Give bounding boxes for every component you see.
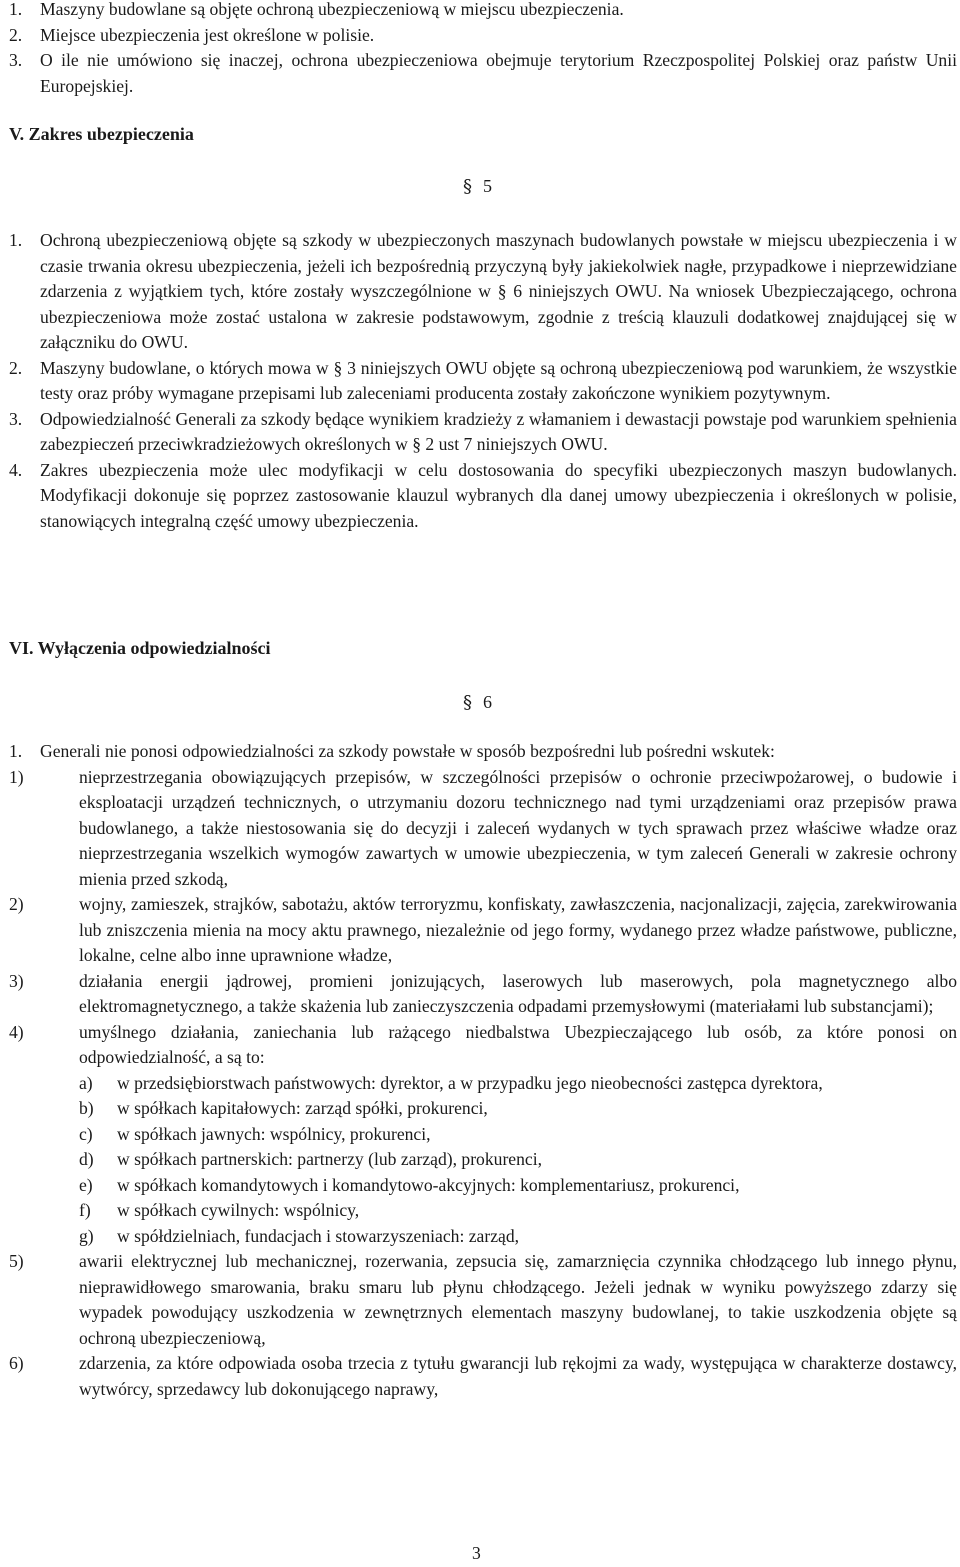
exclusion-item xyxy=(9,892,957,969)
list-item xyxy=(9,0,957,23)
item-text: w spółkach jawnych: wspólnicy, prokurenci, xyxy=(117,1123,431,1144)
person-subitem xyxy=(79,1122,957,1148)
section-v-heading: V. Zakres ubezpieczenia xyxy=(9,124,194,144)
section-v-list xyxy=(9,228,957,534)
item-text: Maszyny budowlane są objęte ochroną ubezpieczeniową w miejscu ubezpieczenia. xyxy=(40,0,624,19)
item-number: 2. xyxy=(9,357,23,378)
item-number: 1) xyxy=(9,766,24,787)
person-subitem xyxy=(79,1147,957,1173)
list-item xyxy=(9,739,957,765)
item-text: awarii elektrycznej lub mechanicznej, rozerwania, zepsucia się, zamarznięcia czynnika chłodzącego lub innego płynu, nieprawidłowego smarowania, braku smaru lub płynu chłodzącego. Jeżeli jednak w wyniku powyższego zdarzy się wypadek powodujący uszkodzenia w zewnętrznych elementach maszyny budowlanej, to takie uszkodzenia objęte są ochroną ubezpieczeniową, xyxy=(79,1251,957,1348)
item-letter: b) xyxy=(79,1098,94,1118)
item-text: zdarzenia, za które odpowiada osoba trzecia z tytułu gwarancji lub rękojmi za wady, występująca w charakterze dostawcy, wytwórcy, sprzedawcy lub dokonującego naprawy, xyxy=(79,1353,957,1399)
item-number: 1. xyxy=(9,0,23,19)
item-letter: d) xyxy=(79,1149,94,1169)
list-item xyxy=(9,48,957,99)
section-vi-heading: VI. Wyłączenia odpowiedzialności xyxy=(9,638,271,658)
item-text: Maszyny budowlane, o których mowa w § 3 niniejszych OWU objęte są ochroną ubezpieczeniową pod warunkiem, że wszystkie testy oraz próby wymagane przepisami lub zaleceniami producenta zostały zakończone wynikiem pozytywnym. xyxy=(40,357,957,403)
item-number: 3. xyxy=(9,408,23,429)
item-number: 6) xyxy=(9,1353,24,1373)
item-letter: c) xyxy=(79,1123,93,1144)
item-text: w przedsiębiorstwach państwowych: dyrektor, a w przypadku jego nieobecności zastępca dyrektora, xyxy=(117,1072,823,1093)
section-sign-icon: § xyxy=(463,692,472,713)
item-text: Zakres ubezpieczenia może ulec modyfikacji w celu dostosowania do specyfiki ubezpieczonych maszyn budowlanych. Modyfikacji dokonuje się poprzez zastosowanie klauzul wybranych dla danej umowy ubezpieczenia i określonych w polisie, stanowiących integralną część umowy ubezpieczenia. xyxy=(40,459,957,531)
list-item xyxy=(9,23,957,49)
item-number: 1. xyxy=(9,741,23,761)
paragraph-mark-6 xyxy=(463,690,492,716)
item-number: 3. xyxy=(9,50,23,70)
exclusion-item xyxy=(9,765,957,893)
paragraph-number: 6 xyxy=(483,692,492,712)
list-item xyxy=(9,458,957,535)
item-text: O ile nie umówiono się inaczej, ochrona ubezpieczeniowa obejmuje terytorium Rzeczpospolitej Polskiej oraz państw Unii Europejskiej. xyxy=(40,50,957,96)
item-letter: a) xyxy=(79,1072,93,1093)
item-text: Odpowiedzialność Generali za szkody będące wynikiem kradzieży z włamaniem i dewastacji powstaje pod warunkiem spełnienia zabezpieczeń przeciwkradzieżowych określonych w § 2 ust 7 niniejszych OWU. xyxy=(40,408,957,454)
item-number: 2) xyxy=(9,894,24,914)
item-text: wojny, zamieszek, strajków, sabotażu, aktów terroryzmu, konfiskaty, zawłaszczenia, nacjonalizacji, zajęcia, zarekwirowania lub zniszczenia mienia na mocy aktu prawnego, niezależnie od jego formy, wydanego przez władze państwowe, publiczne, lokalne, celne albo inne uprawnione władze, xyxy=(79,894,957,965)
paragraph-mark-5 xyxy=(463,174,492,200)
exclusion-item xyxy=(9,1020,957,1071)
item-text: Miejsce ubezpieczenia jest określone w polisie. xyxy=(40,24,375,45)
person-subitem xyxy=(79,1224,957,1250)
item-number: 4. xyxy=(9,459,23,480)
top-list xyxy=(9,0,957,99)
item-letter: g) xyxy=(79,1225,94,1246)
paragraph-number: 5 xyxy=(483,176,492,196)
item-text: w spółkach kapitałowych: zarząd spółki, prokurenci, xyxy=(117,1098,488,1118)
person-subitem xyxy=(79,1173,957,1199)
item-text: działania energii jądrowej, promieni jonizujących, laserowych lub maserowych, pola magnetycznego albo elektromagnetycznego, a także skażenia lub zanieczyszczenia odpadami przemysłowymi (materiałami lub substancjami); xyxy=(79,970,957,1016)
item-text: nieprzestrzegania obowiązujących przepisów, w szczególności przepisów o ochronie przeciwpożarowej, o budowie i eksploatacji urządzeń technicznych, o utrzymaniu dozoru technicznego nad tymi urządzeniami oraz przepisów prawa budowlanego, a także niestosowania się do decyzji i zaleceń wydanych w tych sprawach przez właściwe władze oraz nieprzestrzegania wszelkich wymogów zawartych w umowie ubezpieczenia, w tym zaleceń Generali w zakresie ochrony mienia przed szkodą, xyxy=(79,766,957,889)
section-vi-list xyxy=(9,739,957,1402)
item-number: 5) xyxy=(9,1251,24,1271)
item-number: 1. xyxy=(9,230,23,250)
item-text: w spółdzielniach, fundacjach i stowarzyszeniach: zarząd, xyxy=(117,1225,520,1246)
section-sign-icon: § xyxy=(463,176,472,197)
item-text: Generali nie ponosi odpowiedzialności za szkody powstałe w sposób bezpośredni lub pośredni wskutek: xyxy=(40,741,775,761)
item-number: 3) xyxy=(9,970,24,991)
item-number: 2. xyxy=(9,24,23,45)
item-text: w spółkach partnerskich: partnerzy (lub zarząd), prokurenci, xyxy=(117,1149,542,1169)
item-letter: e) xyxy=(79,1174,93,1195)
page-number: 3 xyxy=(472,1543,481,1563)
item-text: w spółkach cywilnych: wspólnicy, xyxy=(117,1200,360,1220)
exclusion-item xyxy=(9,969,957,1020)
item-text: umyślnego działania, zaniechania lub rażącego niedbalstwa Ubezpieczającego lub osób, za które ponosi on odpowiedzialność, a są to: xyxy=(79,1021,957,1067)
item-number: 4) xyxy=(9,1021,24,1042)
exclusion-item xyxy=(9,1351,957,1402)
item-text: Ochroną ubezpieczeniową objęte są szkody w ubezpieczonych maszynach budowlanych powstałe w miejscu ubezpieczenia i w czasie trwania okresu ubezpieczenia, jeżeli ich bezpośrednią przyczyną były jakiekolwiek nagłe, przypadkowe i nieprzewidziane zdarzenia z wyjątkiem tych, które zostały wyszczególnione w § 6 niniejszych OWU. Na wniosek Ubezpieczającego, ochrona ubezpieczeniowa może zostać ustalona w zakresie podstawowym, zgodnie z treścią klauzuli dodatkowej znajdującej się w załączniku do OWU. xyxy=(40,230,957,352)
exclusion-item xyxy=(9,1249,957,1351)
person-subitem xyxy=(79,1096,957,1122)
item-letter: f) xyxy=(79,1200,91,1220)
person-subitem xyxy=(79,1071,957,1097)
person-subitem xyxy=(79,1198,957,1224)
list-item xyxy=(9,228,957,356)
list-item xyxy=(9,356,957,407)
list-item xyxy=(9,407,957,458)
item-text: w spółkach komandytowych i komandytowo-akcyjnych: komplementariusz, prokurenci, xyxy=(117,1174,740,1195)
